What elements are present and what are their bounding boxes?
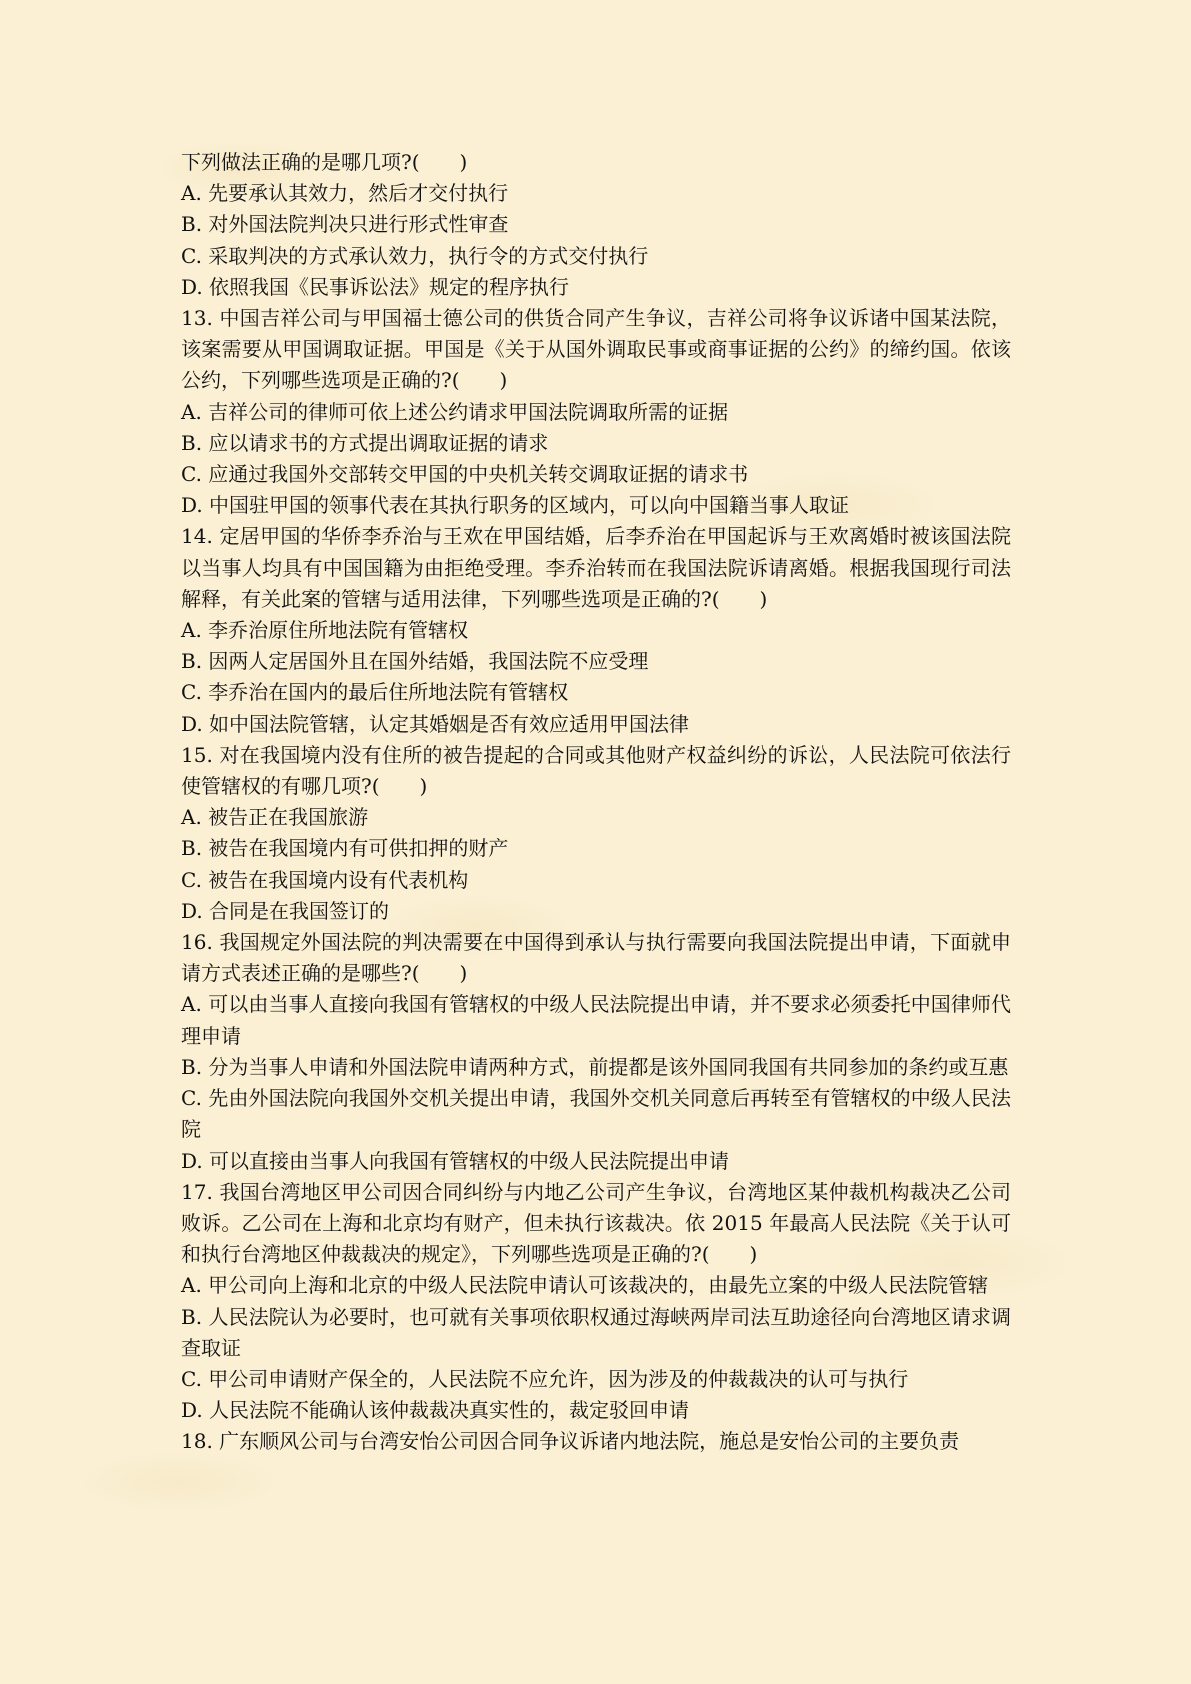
q12-option-b: B. 对外国法院判决只进行形式性审查 bbox=[181, 212, 509, 237]
q16-option-c: C. 先由外国法院向我国外交机关提出申请，我国外交机关同意后再转至有管辖权的中级人民法院 bbox=[181, 1086, 1011, 1142]
q17-option-d: D. 人民法院不能确认该仲裁裁决真实性的，裁定驳回申请 bbox=[181, 1398, 690, 1423]
q15-option-d: D. 合同是在我国签订的 bbox=[181, 898, 390, 923]
q12-option-a: A. 先要承认其效力，然后才交付执行 bbox=[181, 181, 509, 206]
q15-option-c: C. 被告在我国境内设有代表机构 bbox=[181, 867, 469, 892]
question-13-stem: 13. 中国吉祥公司与甲国福士德公司的供货合同产生争议，吉祥公司将争议诉诸中国某法院，该案需要从甲国调取证据。甲国是《关于从国外调取民事或商事证据的公约》的缔约国。依该公约，下列哪些选项是正确的?( ) bbox=[181, 306, 1011, 393]
question-16-stem: 16. 我国规定外国法院的判决需要在中国得到承认与执行需要向我国法院提出申请，下面就申请方式表述正确的是哪些?( ) bbox=[181, 930, 1011, 986]
q12-option-d: D. 依照我国《民事诉讼法》规定的程序执行 bbox=[181, 274, 570, 299]
q14-option-c: C. 李乔治在国内的最后住所地法院有管辖权 bbox=[181, 680, 569, 705]
q14-option-b: B. 因两人定居国外且在国外结婚，我国法院不应受理 bbox=[181, 649, 649, 674]
question-17-stem: 17. 我国台湾地区甲公司因合同纠纷与内地乙公司产生争议，台湾地区某仲裁机构裁决乙公司败诉。乙公司在上海和北京均有财产，但未执行该裁决。依 2015 年最高人民法院《关于认可和执行台湾地区仲裁裁决的规定》，下列哪些选项是正确的?( ) bbox=[181, 1179, 1011, 1267]
question-15-stem: 15. 对在我国境内没有住所的被告提起的合同或其他财产权益纠纷的诉讼，人民法院可依法行使管辖权的有哪几项?( ) bbox=[181, 742, 1011, 799]
question-18-stem: 18. 广东顺风公司与台湾安怡公司因合同争议诉诸内地法院，施总是安怡公司的主要负责 bbox=[181, 1429, 960, 1454]
q16-option-a: A. 可以由当事人直接向我国有管辖权的中级人民法院提出申请，并不要求必须委托中国律师代理申请 bbox=[181, 992, 1011, 1048]
q17-option-b: B. 人民法院认为必要时，也可就有关事项依职权通过海峡两岸司法互助途径向台湾地区请求调查取证 bbox=[181, 1304, 1011, 1360]
q15-option-a: A. 被告正在我国旅游 bbox=[181, 805, 369, 830]
q13-option-d: D. 中国驻甲国的领事代表在其执行职务的区域内，可以向中国籍当事人取证 bbox=[181, 493, 850, 518]
q17-option-c: C. 甲公司申请财产保全的，人民法院不应允许，因为涉及的仲裁裁决的认可与执行 bbox=[181, 1366, 909, 1391]
q17-option-a: A. 甲公司向上海和北京的中级人民法院申请认可该裁决的，由最先立案的中级人民法院管辖 bbox=[181, 1273, 989, 1298]
q16-option-b: B. 分为当事人申请和外国法院申请两种方式，前提都是该外国同我国有共同参加的条约或互惠 bbox=[181, 1054, 1009, 1079]
q13-option-a: A. 吉祥公司的律师可依上述公约请求甲国法院调取所需的证据 bbox=[181, 399, 729, 424]
q13-option-b: B. 应以请求书的方式提出调取证据的请求 bbox=[181, 430, 549, 455]
q14-option-d: D. 如中国法院管辖，认定其婚姻是否有效应适用甲国法律 bbox=[181, 711, 690, 736]
q16-option-d: D. 可以直接由当事人向我国有管辖权的中级人民法院提出申请 bbox=[181, 1148, 730, 1173]
q14-option-a: A. 李乔治原住所地法院有管辖权 bbox=[181, 618, 469, 643]
question-12-stem-continued: 下列做法正确的是哪几项?( ) bbox=[181, 150, 468, 174]
document-body bbox=[181, 147, 1011, 1458]
q13-option-c: C. 应通过我国外交部转交甲国的中央机关转交调取证据的请求书 bbox=[181, 462, 749, 487]
q12-option-c: C. 采取判决的方式承认效力，执行令的方式交付执行 bbox=[181, 243, 649, 268]
q15-option-b: B. 被告在我国境内有可供扣押的财产 bbox=[181, 836, 509, 861]
question-14-stem: 14. 定居甲国的华侨李乔治与王欢在甲国结婚，后李乔治在甲国起诉与王欢离婚时被该国法院以当事人均具有中国国籍为由拒绝受理。李乔治转而在我国法院诉请离婚。根据我国现行司法解释，有关此案的管辖与适用法律，下列哪些选项是正确的?( ) bbox=[181, 524, 1011, 611]
